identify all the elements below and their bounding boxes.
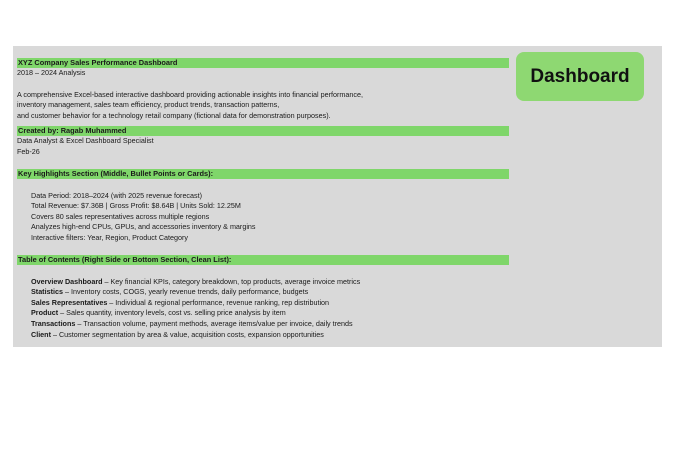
toc-item xyxy=(17,308,509,319)
toc-item xyxy=(17,298,509,309)
author-date: Feb-26 xyxy=(17,146,40,156)
dashboard-button[interactable]: Dashboard xyxy=(516,52,644,101)
toc-item-name: Sales Representatives xyxy=(31,297,108,307)
toc-item-name: Statistics xyxy=(31,287,63,297)
content-column xyxy=(17,58,509,340)
highlight-item: Data Period: 2018–2024 (with 2025 revenue forecast) xyxy=(31,190,203,200)
highlight-item: Interactive filters: Year, Region, Product Category xyxy=(31,232,189,242)
toc-item xyxy=(17,330,509,341)
toc-item-desc: – Sales quantity, inventory levels, cost vs. selling price analysis by item xyxy=(58,308,286,318)
toc-item-name: Product xyxy=(31,308,59,318)
highlight-item: Covers 80 sales representatives across multiple regions xyxy=(31,211,210,221)
description-line-3: and customer behavior for a technology retail company (fictional data for demonstration purposes). xyxy=(17,110,331,120)
toc-item-desc: – Customer segmentation by area & value, acquisition costs, expansion opportunities xyxy=(50,329,324,339)
highlight-item: Analyzes high-end CPUs, GPUs, and accessories inventory & margins xyxy=(31,222,256,232)
description-line-1: A comprehensive Excel-based interactive dashboard providing actionable insights into financial performance, xyxy=(17,89,363,99)
subtitle: 2018 – 2024 Analysis xyxy=(17,68,86,77)
toc-heading-bar: Table of Contents (Right Side or Bottom Section, Clean List): xyxy=(17,255,509,265)
toc-item-desc: – Individual & regional performance, revenue ranking, rep distribution xyxy=(107,297,330,307)
toc-item-desc: – Inventory costs, COGS, yearly revenue trends, daily performance, budgets xyxy=(62,287,309,297)
toc-item-desc: – Transaction volume, payment methods, average items/value per invoice, daily trends xyxy=(75,318,353,328)
author-role: Data Analyst & Excel Dashboard Specialist xyxy=(17,136,154,146)
toc-item xyxy=(17,277,509,288)
toc-item xyxy=(17,319,509,330)
created-by-bar: Created by: Ragab Muhammed xyxy=(17,126,509,136)
toc-item-desc: – Key financial KPIs, category breakdown, top products, average invoice metrics xyxy=(102,276,361,286)
highlight-item: Total Revenue: $7.36B | Gross Profit: $8.64B | Units Sold: 12.25M xyxy=(31,201,241,211)
toc-item-name: Transactions xyxy=(31,318,76,328)
title-bar: XYZ Company Sales Performance Dashboard xyxy=(17,58,509,68)
description-line-2: inventory management, sales team efficiency, product trends, transaction patterns, xyxy=(17,100,280,110)
highlights-heading-bar: Key Highlights Section (Middle, Bullet Points or Cards): xyxy=(17,169,509,179)
toc-item-name: Overview Dashboard xyxy=(31,276,103,286)
toc-item xyxy=(17,287,509,298)
spreadsheet-area xyxy=(13,46,662,347)
toc-item-name: Client xyxy=(31,329,51,339)
